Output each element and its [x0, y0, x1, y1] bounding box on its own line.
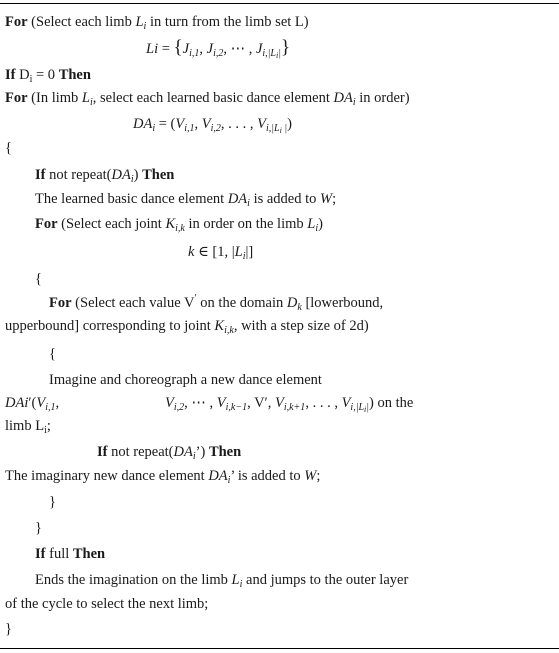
- math-var: V: [257, 116, 267, 132]
- math-var: k: [188, 244, 195, 260]
- text: ) on the: [369, 395, 414, 411]
- math-var: D: [286, 295, 298, 311]
- keyword-then: Then: [58, 67, 91, 83]
- math-var: W: [320, 191, 333, 207]
- math-subscript: i,|Li|: [262, 48, 281, 60]
- text: ): [133, 167, 143, 183]
- keyword-if: If: [35, 167, 46, 183]
- math-var: W: [304, 468, 317, 484]
- math-op: , . . . ,: [220, 116, 258, 132]
- math-var: V: [36, 395, 46, 411]
- text: not repeat(: [107, 444, 174, 460]
- math-var: DAi: [5, 395, 29, 411]
- text: (In limb: [27, 90, 82, 106]
- math-prime: ′: [194, 293, 197, 305]
- close-brace: }: [5, 621, 12, 637]
- math-subscript: i,k: [224, 325, 234, 336]
- math-var: V: [175, 116, 185, 132]
- math-var: V: [201, 116, 211, 132]
- open-brace: {: [49, 346, 56, 362]
- math-subscript: i,2: [210, 123, 221, 134]
- math-var: K: [214, 318, 225, 334]
- algorithm-line-ends-cont: of the cycle to select the next limb;: [5, 596, 209, 612]
- math-var: V: [274, 395, 284, 411]
- math-op: , ⋯ ,: [223, 41, 256, 57]
- keyword-then: Then: [142, 167, 175, 183]
- math-op: (: [31, 395, 37, 411]
- math-prime: ′: [28, 395, 32, 411]
- math-var: L: [234, 244, 243, 260]
- math-subscript: i: [44, 425, 47, 436]
- math-subscript: i,1: [45, 402, 56, 413]
- algorithm-line-for-value-cont: [5, 317, 369, 335]
- algorithm-line-add-imagined: [5, 467, 320, 485]
- math-var: J: [255, 41, 263, 57]
- keyword-if: If: [5, 67, 16, 83]
- math-subscript: i,1: [184, 123, 195, 134]
- math-op: ,: [55, 395, 60, 411]
- math-var: DA: [173, 444, 193, 460]
- keyword-then: Then: [208, 444, 242, 460]
- algorithm-line-for-dance-element: [5, 89, 410, 107]
- math-var: K: [165, 216, 176, 232]
- text: ): [318, 216, 323, 232]
- math-var: V: [216, 395, 226, 411]
- math-brace: {: [173, 37, 183, 58]
- algorithm-line-limb: [5, 417, 51, 435]
- algorithm-line-ends: [35, 571, 408, 589]
- algorithm-line-if-not-repeat-imagined: [97, 443, 241, 461]
- text: limb L: [5, 418, 45, 434]
- text: , select each learned basic dance element: [92, 90, 334, 106]
- equation-k-range: [188, 243, 253, 261]
- math-op: , ⋯ ,: [184, 395, 217, 411]
- text: in order): [355, 90, 410, 106]
- math-subscript: k: [297, 302, 302, 313]
- math-op: , V′,: [247, 395, 275, 411]
- math-subscript: i,2: [173, 402, 185, 413]
- algorithm-line-if-not-repeat: [35, 166, 174, 184]
- keyword-for: For: [5, 90, 28, 106]
- math-var: J: [182, 41, 190, 57]
- math-subscript: i: [315, 223, 319, 234]
- text: on the domain: [196, 295, 287, 311]
- text: (Select each joint: [57, 216, 166, 232]
- algorithm-line-for-limb: [5, 13, 309, 31]
- algorithm-line-imagine: Imagine and choreograph a new dance element: [49, 372, 322, 388]
- open-brace: {: [35, 271, 42, 287]
- text: (Select each value V: [71, 295, 195, 311]
- text: [lowerbound,: [301, 295, 384, 311]
- keyword-if: If: [35, 546, 46, 562]
- math-subscript: i,|Li|: [350, 402, 369, 414]
- math-var: DA: [227, 191, 248, 207]
- math-var: DA: [111, 167, 131, 183]
- math-subscript: i,k: [175, 223, 185, 234]
- math-subscript: i: [130, 174, 134, 185]
- equation-limb-joints: $Li = \{J_{i,1}$, $J_{i,2}$, ⋯ , $J_{i,|L_i|}$}: [146, 37, 291, 60]
- math-var: V: [165, 395, 174, 411]
- math-subscript: i: [239, 579, 243, 590]
- text: in order on the limb: [184, 216, 308, 232]
- math-brace: }: [280, 37, 291, 58]
- close-brace: }: [35, 520, 42, 536]
- text: ;: [46, 418, 51, 434]
- math-subscript: i: [143, 21, 147, 32]
- math-var: L: [231, 572, 240, 588]
- text: is added to: [249, 191, 321, 207]
- text: (Select each limb: [27, 14, 136, 30]
- top-rule: [0, 3, 559, 4]
- keyword-if: If: [97, 444, 108, 460]
- text: ’): [195, 444, 209, 460]
- math-op: , . . . ,: [305, 395, 342, 411]
- close-brace: }: [49, 494, 56, 510]
- math-var: DA: [133, 116, 153, 132]
- text: = 0: [32, 67, 59, 83]
- text: full: [45, 546, 73, 562]
- math-subscript: i: [227, 475, 231, 486]
- text: and jumps to the outer layer: [242, 572, 409, 588]
- text: D: [15, 67, 30, 83]
- math-subscript: i,|Li |: [266, 123, 288, 135]
- text: not repeat(: [45, 167, 112, 183]
- math-op: |]: [245, 244, 254, 260]
- text: in turn from the limb set L): [146, 14, 309, 30]
- math-subscript: i: [192, 451, 196, 462]
- open-brace: {: [5, 140, 12, 156]
- math-var: J: [206, 41, 214, 57]
- algorithm-line-add-learned: [35, 190, 336, 208]
- math-subscript: i: [352, 97, 356, 108]
- text: ;: [316, 468, 321, 484]
- bottom-rule: [0, 648, 559, 649]
- algorithm-line-for-joint: [35, 215, 323, 233]
- math-op: =: [158, 41, 174, 57]
- math-var: Li: [146, 41, 159, 57]
- text: The learned basic dance element: [35, 191, 228, 207]
- math-var: L: [81, 90, 90, 106]
- math-subscript: i: [29, 74, 33, 85]
- math-var: V: [341, 395, 351, 411]
- text: Ends the imagination on the limb: [35, 572, 232, 588]
- math-subscript: i: [152, 123, 156, 134]
- math-op: = (: [155, 116, 176, 132]
- math-subscript: i: [247, 198, 250, 209]
- math-var: L: [307, 216, 316, 232]
- math-var: DA: [208, 468, 228, 484]
- algorithm-line-if-d-zero: [5, 66, 91, 84]
- math-subscript: i,2: [213, 48, 224, 59]
- algorithm-line-if-full: [35, 545, 105, 563]
- keyword-for: For: [49, 295, 72, 311]
- algorithm-line-imagined-element: [5, 394, 553, 412]
- math-subscript: i,k+1: [283, 402, 306, 413]
- text: upperbound] corresponding to joint: [5, 318, 215, 334]
- equation-dance-element: $DA_i = (V_{i,1}$, $V_{i,2}$, . . . , $V_{i,|L_i |}$): [133, 116, 292, 135]
- math-subscript: i,k−1: [225, 402, 248, 413]
- text: The imaginary new dance element: [5, 468, 209, 484]
- text: , with a step size of 2d): [233, 318, 369, 334]
- keyword-for: For: [35, 216, 58, 232]
- math-var: L: [135, 14, 144, 30]
- algorithm-line-for-value: [49, 294, 383, 312]
- math-op: ∈ [1, |: [194, 244, 235, 260]
- math-subscript: i: [242, 251, 246, 262]
- text: ’ is added to: [230, 468, 305, 484]
- keyword-then: Then: [72, 546, 106, 562]
- math-subscript: i: [90, 97, 93, 108]
- math-subscript: i,1: [189, 48, 200, 59]
- math-var: DA: [333, 90, 353, 106]
- text: ;: [332, 191, 337, 207]
- math-op: ): [287, 116, 292, 132]
- keyword-for: For: [5, 14, 28, 30]
